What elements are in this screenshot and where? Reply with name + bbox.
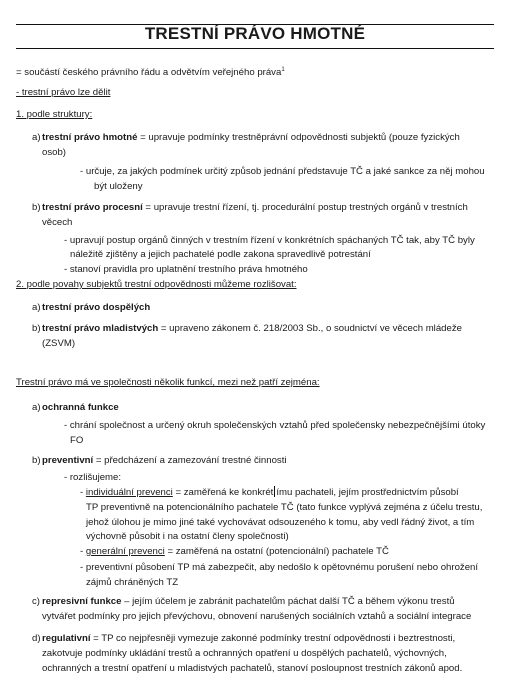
item-1a-marker: a)	[32, 132, 41, 143]
func-c-marker: c)	[32, 596, 40, 607]
item-2a-marker: a)	[32, 302, 41, 313]
general-prevention-line: - generální prevenci = zaměřená na ostatní (potencionální) pachatele TČ	[80, 546, 389, 557]
func-c-line2: vytvářet podmínky pro jejich převýchovu, obnovení narušených sociálních vztahů a sociální integrace	[42, 611, 472, 622]
section1-heading: 1. podle struktury:	[16, 109, 93, 120]
func-d-line3: ochranných a trestní opatření u mladistvých pachatelů, stanoví posloupnost trestních zákonů apod.	[42, 663, 463, 674]
individual-prevention-line2: TP preventivně na potencionálního pachatele TČ (tato funkce vyplývá zejména z účelu trestu,	[86, 502, 483, 513]
func-b-marker: b)	[32, 455, 41, 466]
func-a-sub-line1: - chrání společnost a určený okruh společenských vztahů před společensky nebezpečnějšími útoky	[64, 420, 486, 431]
func-a-marker: a)	[32, 402, 41, 413]
item-2b-line2: (ZSVM)	[42, 338, 76, 349]
item-1b-sub1-line1: - upravují postup orgánů činných v trestním řízení v konkrétních spáchaných TČ tak, aby TČ byly	[64, 235, 475, 246]
item-1b-sub1-line2: náležitě zjištěny a jejich pachatelé podle zakona spravedlivě potrestání	[70, 249, 371, 260]
item-2b-line1: trestní právo mladistvých = upraveno zákonem č. 218/2003 Sb., o soudnictví ve věcech mládeže	[42, 323, 462, 334]
item-1a-sub-line1: - určuje, za jakých podmínek určitý způsob jednání představuje TČ a jaké sankce za něj mohou	[80, 166, 485, 177]
intro-line: = součástí českého právního řádu a odvětvím veřejného práva$^1$	[16, 66, 285, 78]
func-c-line1: represivní funkce – jejím účelem je zabránit pachatelům páchat další TČ a během výkonu trestů	[42, 596, 455, 607]
item-1a-sub-line2: být uloženy	[94, 181, 143, 192]
item-1b-marker: b)	[32, 202, 41, 213]
item-1b-sub2: - stanoví pravidla pro uplatnění trestního práva hmotného	[64, 264, 308, 275]
item-2a-term: trestní právo dospělých	[42, 302, 151, 313]
func-d-marker: d)	[32, 633, 41, 644]
page-title: TRESTNÍ PRÁVO HMOTNÉ	[144, 24, 366, 43]
individual-prevention-line4: výchovně působit i na ostatní členy společnosti)	[86, 531, 289, 542]
functions-heading: Trestní právo má ve společnosti několik funkcí, mezi než patří zejména:	[16, 377, 320, 388]
item-1a-line2: osob)	[42, 147, 66, 158]
item-2b-marker: b)	[32, 323, 41, 334]
func-d-line2: zakotvuje podmínky ukládání trestů a ochranných opatření u dospělých pachatelů, výchovných,	[42, 648, 447, 659]
item-1b-line1: trestní právo procesní = upravuje trestní řízení, tj. procedurální postup trestných orgánů v trestních	[42, 202, 468, 213]
item-1a-line1: trestní právo hmotné = upravuje podmínky trestněprávní odpovědnosti subjektů (pouze fyzických	[42, 132, 460, 143]
func-a-sub-line2: FO	[70, 435, 84, 446]
section2-heading: 2. podle povahy subjektů trestní odpovědnosti můžeme rozlišovat:	[16, 279, 297, 290]
func-b-distinguish: - rozlišujeme:	[64, 472, 122, 483]
item-1b-line2: věcech	[42, 217, 73, 228]
individual-prevention-line3: jehož úlohou je mimo jiné také vychovávat odsouzeného k tomu, aby vedl řádný život, a tím	[86, 517, 475, 528]
func-b-line: preventivní = předcházení a zamezování trestné činnosti	[42, 455, 287, 466]
title-rule-bottom	[16, 48, 494, 49]
prevention-effect-line1: - preventivní působení TP má zabezpečit, aby nedošlo k opětovnému porušení nebo ohrožení	[80, 562, 479, 573]
footnote-marker: 1	[281, 66, 285, 73]
divide-line: - trestní právo lze dělit	[16, 87, 111, 98]
func-d-line1: regulativní = TP co nejpřesněji vymezuje zakonné podmínky trestní odpovědnosti i beztrestnosti,	[42, 633, 456, 644]
individual-prevention-line1: - individuální prevenci = zaměřená ke konkrét ímu pachateli, jejím prostřednictvím působí	[80, 487, 459, 498]
func-a-term: ochranná funkce	[42, 402, 119, 413]
prevention-effect-line2: zájmů chráněných TZ	[86, 577, 179, 588]
